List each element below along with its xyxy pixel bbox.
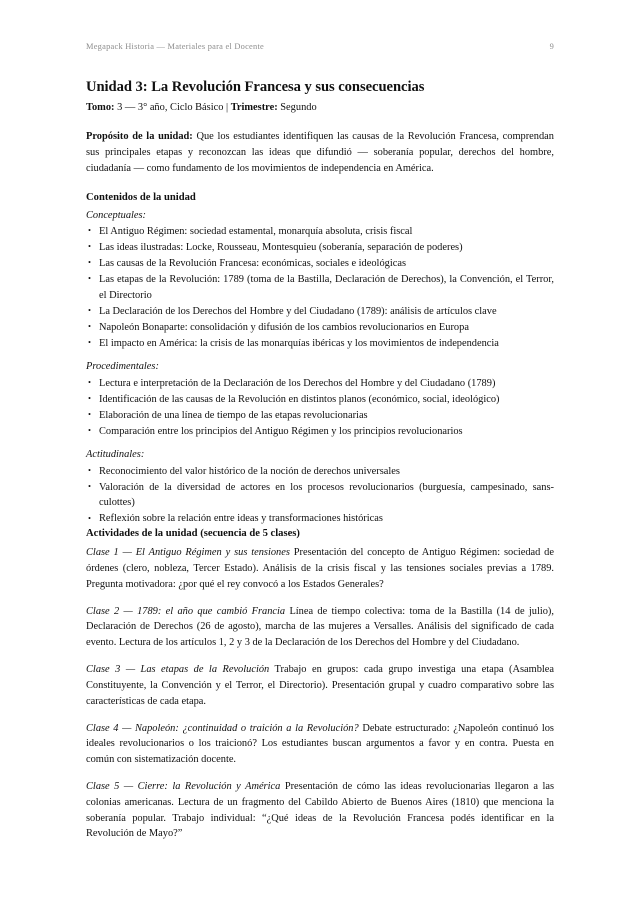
contents-group-label: Procedimentales: xyxy=(86,361,159,373)
unit-purpose-label: Propósito de la unidad: xyxy=(86,131,193,143)
list-item: • Elaboración de una línea de tiempo de las etapas revolucionarias xyxy=(86,408,554,424)
activity-class-title: Clase 2 — 1789: el año que cambió Francia xyxy=(86,605,286,617)
activity-class-text: Presentación de cómo las ideas revolucionarias llegaron a las colonias americanas. Lectura de un fragmento del Cabildo Abierto de Buenos Aires (1810) que menciona la soberanía popular. Trabajo individual: “¿Qué ideas de la Revolución Francesa podés identificar en la Revolución de Mayo?” xyxy=(86,780,554,840)
activity-class-title: Clase 3 — Las etapas de la Revolución xyxy=(86,664,270,676)
list-item: • Las ideas ilustradas: Locke, Rousseau, Montesquieu (soberanía, separación de poderes) xyxy=(86,240,554,256)
activity-class-text: Línea de tiempo colectiva: toma de la Bastilla (14 de julio), Declaración de Derechos (26 de agosto), marcha de las mujeres a Versalles. Análisis del significado de cada evento. Lectura de los artículos 1, 2 y 3 de la Declaración de los Derechos del Hombre y del Ciudadano. xyxy=(86,605,554,649)
activity-class-title: Clase 5 — Cierre: la Revolución y América xyxy=(86,780,281,792)
activity-class-4 xyxy=(86,721,554,768)
running-header-title: Megapack Historia — Materiales para el Docente xyxy=(86,42,264,51)
list-item: • Lectura e interpretación de la Declaración de los Derechos del Hombre y del Ciudadano (1789) xyxy=(86,376,554,392)
contents-group-label: Actitudinales: xyxy=(86,449,145,461)
running-header xyxy=(86,42,554,52)
list-item: • La Declaración de los Derechos del Hombre y del Ciudadano (1789): análisis de artículos clave xyxy=(86,304,554,320)
contents-list-conceptuales xyxy=(86,224,554,352)
unit-purpose-text: Que los estudiantes identifiquen las causas de la Revolución Francesa, comprendan sus principales etapas y reconozcan las ideas que difundió — soberanía popular, derechos del hombre, ciudadanía — como fundamento de los movimientos de independencia en América. xyxy=(86,131,554,174)
activity-class-1 xyxy=(86,545,554,592)
list-item: • Las etapas de la Revolución: 1789 (toma de la Bastilla, Declaración de Derechos), la Convención, el Terror, el Directorio xyxy=(86,272,554,303)
list-item: • El impacto en América: la crisis de las monarquías ibéricas y los movimientos de independencia xyxy=(86,336,554,352)
activity-class-3 xyxy=(86,662,554,709)
contents-list-procedimentales xyxy=(86,376,554,440)
list-item: • Las causas de la Revolución Francesa: económicas, sociales e ideológicas xyxy=(86,256,554,272)
activity-class-2 xyxy=(86,604,554,651)
list-item: • Napoleón Bonaparte: consolidación y difusión de los cambios revolucionarios en Europa xyxy=(86,320,554,336)
activity-class-text: Trabajo en grupos: cada grupo investiga una etapa (Asamblea Constituyente, la Convención y el Terror, el Directorio). Presentación grupal y cuadro comparativo sobre las características de cada etapa. xyxy=(86,664,554,707)
contents-list-actitudinales xyxy=(86,464,554,527)
contents-group-conceptuales xyxy=(86,209,554,352)
page-title: Unidad 3: La Revolución Francesa y sus consecuencias xyxy=(86,79,425,96)
meta-label-trimestre: Trimestre: xyxy=(230,102,278,114)
list-item: • Identificación de las causas de la Revolución en distintos planos (económico, social, ideológico) xyxy=(86,392,554,408)
list-item: • Valoración de la diversidad de actores en los procesos revolucionarios (burguesía, campesinado, sans-culottes) xyxy=(86,480,554,511)
contents-group-actitudinales xyxy=(86,448,554,526)
list-item: • Comparación entre los principios del Antiguo Régimen y los principios revolucionarios xyxy=(86,424,554,440)
unit-meta-line xyxy=(86,101,554,115)
meta-value-trimestre: Segundo xyxy=(280,102,317,114)
unit-purpose-paragraph xyxy=(86,129,554,176)
activity-class-text: Presentación del concepto de Antiguo Régimen: sociedad de órdenes (clero, nobleza, Tercer Estado). Análisis de la crisis fiscal y las tensiones sociales previas a 1789. Pregunta motivadora: ¿por qué el rey convocó a los Estados Generales? xyxy=(86,547,554,590)
meta-separator: | xyxy=(226,102,229,114)
activity-class-title: Clase 1 — El Antiguo Régimen y sus tensiones xyxy=(86,547,290,559)
meta-label-tomo: Tomo: xyxy=(86,102,115,114)
list-item: • Reflexión sobre la relación entre ideas y transformaciones históricas xyxy=(86,511,554,527)
page-number: 9 xyxy=(549,42,554,51)
activity-class-title: Clase 4 — Napoleón: ¿continuidad o traición a la Revolución? xyxy=(86,722,359,734)
list-item: • El Antiguo Régimen: sociedad estamental, monarquía absoluta, crisis fiscal xyxy=(86,224,554,240)
contents-group-procedimentales xyxy=(86,360,554,439)
list-item: • Reconocimiento del valor histórico de la noción de derechos universales xyxy=(86,464,554,480)
activity-class-5 xyxy=(86,779,554,842)
meta-value-tomo: 3 — 3° año, Ciclo Básico xyxy=(117,102,224,114)
contents-heading: Contenidos de la unidad xyxy=(86,191,196,203)
contents-group-label: Conceptuales: xyxy=(86,209,147,221)
activities-heading: Actividades de la unidad (secuencia de 5 clases) xyxy=(86,528,300,540)
activity-class-text: Debate estructurado: ¿Napoleón continuó los ideales revolucionarios o los traicionó? Los estudiantes buscan argumentos a favor y en contra. Puesta en común con sistematización docente. xyxy=(86,722,554,766)
